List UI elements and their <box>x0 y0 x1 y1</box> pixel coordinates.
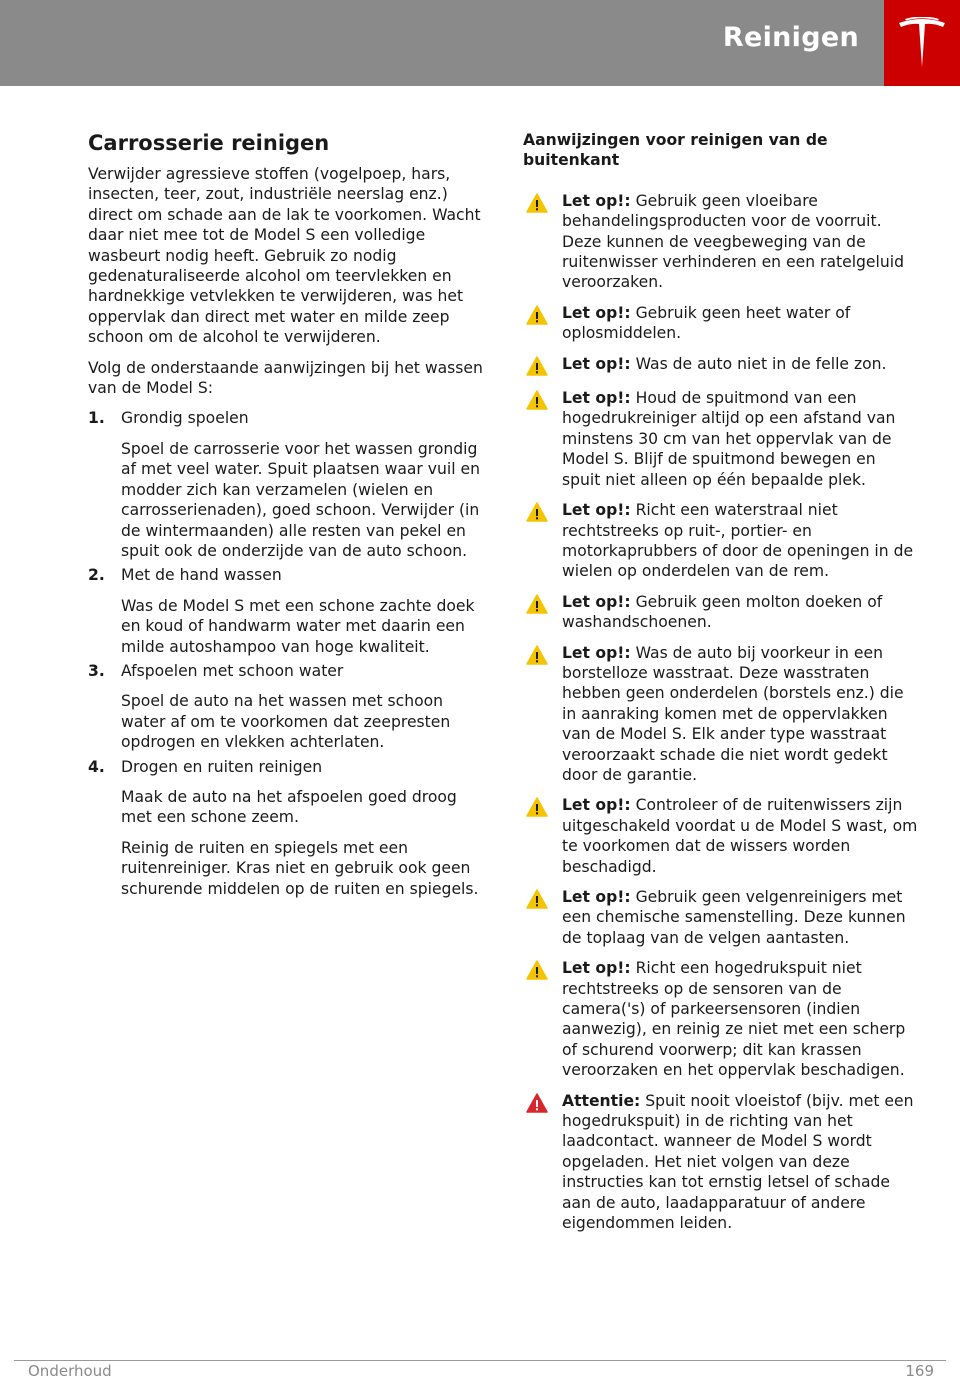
notice-label: Let op!: <box>562 303 631 322</box>
notice-label: Let op!: <box>562 354 631 373</box>
caution-triangle-icon <box>526 390 548 410</box>
footer-section: Onderhoud <box>28 1362 112 1380</box>
step-body: Maak de auto na het afspoelen goed droog met een schone zeem. <box>121 787 457 827</box>
notice-text <box>562 500 918 582</box>
notice-text <box>562 958 918 1080</box>
step-3 <box>88 661 483 753</box>
caution-notice <box>523 592 918 633</box>
notice-label: Let op!: <box>562 592 631 611</box>
step-number: 1. <box>88 409 105 428</box>
step-body: Spoel de auto na het wassen met schoon water af om te voorkomen dat zeepresten opdrogen en vlekken achterlaten. <box>121 692 451 752</box>
page-number: 169 <box>905 1362 934 1380</box>
caution-triangle-icon <box>526 645 548 665</box>
caution-notice <box>523 958 918 1080</box>
notice-label: Let op!: <box>562 888 631 906</box>
step-4 <box>88 757 483 899</box>
notice-label: Attentie: <box>562 1091 641 1110</box>
notice-label: Let op!: <box>562 389 631 408</box>
warning-notice <box>523 1091 918 1234</box>
intro-paragraph: Verwijder agressieve stoffen (vogelpoep, hars, insecten, teer, zout, industriële neerslag enz.) direct om schade aan de lak te voorkomen. Wacht daar niet mee tot de Model S een volledige wasbeurt nodig heeft. Gebruik zo nodig gedenaturaliseerde alcohol om teervlekken en hardnekkige vetvlekken te verwijderen, was het oppervlak dan direct met water en milde zeep schoon om de alcohol te verwijderen. <box>88 165 481 347</box>
caution-notice <box>523 303 918 344</box>
caution-triangle-icon <box>526 502 548 522</box>
notice-body: Gebruik geen vloeibare behandelingsproducten voor de voorruit. Deze kunnen de veegbeweging van de ruitenwisser verhinderen en een ratelgeluid veroorzaken. <box>562 191 904 292</box>
notice-text <box>562 354 918 374</box>
page-title: Reinigen <box>722 22 859 53</box>
notice-body: Richt een waterstraal niet rechtstreeks op ruit-, portier- en motorkaprubbers of door de openingen in de wielen op onderdelen van de rem. <box>562 501 914 581</box>
caution-notice <box>523 887 918 948</box>
caution-triangle-icon <box>526 797 548 817</box>
notice-body: Controleer of de ruitenwissers zijn uitgeschakeld voordat u de Model S wast, om te voorkomen dat de wissers worden beschadigd. <box>562 796 918 876</box>
right-column <box>523 130 918 1244</box>
notice-text <box>562 388 918 490</box>
notice-text <box>562 191 918 293</box>
caution-triangle-icon <box>526 594 548 614</box>
notice-text <box>562 1091 918 1234</box>
step-title: Grondig spoelen <box>121 409 249 428</box>
notice-list <box>523 191 918 1234</box>
step-number: 4. <box>88 757 105 776</box>
notice-text <box>562 592 918 633</box>
notice-text <box>562 795 918 877</box>
step-1 <box>88 408 483 561</box>
notice-text <box>562 887 918 948</box>
intro-paragraph-2: Volg de onderstaande aanwijzingen bij het wassen van de Model S: <box>88 358 483 398</box>
caution-triangle-icon <box>526 356 548 376</box>
left-column <box>88 128 483 903</box>
notice-label: Let op!: <box>562 959 631 978</box>
tesla-logo <box>884 0 960 86</box>
step-body-2: Reinig de ruiten en spiegels met een ruitenreiniger. Kras niet en gebruik ook geen schurende middelen op de ruiten en spiegels. <box>121 838 479 898</box>
caution-triangle-icon <box>526 889 548 909</box>
step-number: 2. <box>88 566 105 585</box>
notice-label: Let op!: <box>562 643 631 662</box>
notice-label: Let op!: <box>562 796 631 815</box>
footer-divider <box>14 1360 946 1361</box>
caution-notice <box>523 795 918 877</box>
step-title: Drogen en ruiten reinigen <box>121 757 323 776</box>
notice-text <box>562 643 918 786</box>
warning-triangle-icon <box>526 1093 548 1113</box>
notice-body: Houd de spuitmond van een hogedrukreiniger altijd op een afstand van minstens 30 cm van het oppervlak van de Model S. Blijf de spuitmond bewegen en spuit niet alleen op één bepaalde plek. <box>562 389 896 489</box>
tesla-logo-icon <box>897 17 947 69</box>
notice-body: Spuit nooit vloeistof (bijv. met een hogedrukspuit) in de richting van het laadcontact. wanneer de Model S wordt opgeladen. Het niet volgen van deze instructies kan tot ernstig letsel of schade aan de auto, laadapparatuur of andere eigendommen leiden. <box>562 1091 914 1233</box>
step-title: Met de hand wassen <box>121 566 282 585</box>
caution-notice <box>523 354 918 374</box>
notice-body: Gebruik geen velgenreinigers met een chemische samenstelling. Deze kunnen de toplaag van de velgen aantasten. <box>562 888 906 947</box>
notice-body: Richt een hogedrukspuit niet rechtstreeks op de sensoren van de camera('s) of parkeersensoren (indien aanwezig), en reinig ze niet met een scherp of schurend voorwerp; dit kan krassen veroorzaken en het oppervlak beschadigen. <box>562 959 906 1080</box>
notice-body: Was de auto bij voorkeur in een borstelloze wasstraat. Deze wasstraten hebben geen onderdelen (borstels enz.) die in aanraking komen met de oppervlakken van de Model S. Elk ander type wasstraat veroorzaakt schade die niet wordt gedekt door de garantie. <box>562 643 904 784</box>
step-body: Was de Model S met een schone zachte doek en koud of handwarm water met daarin een milde autoshampoo van hoge kwaliteit. <box>121 596 475 656</box>
step-title: Afspoelen met schoon water <box>121 661 344 680</box>
caution-notice <box>523 500 918 582</box>
step-number: 3. <box>88 661 105 680</box>
notice-body: Was de auto niet in de felle zon. <box>635 354 887 373</box>
caution-notice <box>523 191 918 293</box>
step-2 <box>88 565 483 657</box>
notice-text <box>562 303 918 344</box>
notice-body: Gebruik geen heet water of oplosmiddelen. <box>562 303 851 343</box>
caution-triangle-icon <box>526 193 548 213</box>
section-title-carrosserie: Carrosserie reinigen <box>88 131 330 155</box>
caution-triangle-icon <box>526 305 548 325</box>
caution-notice <box>523 643 918 786</box>
notice-label: Let op!: <box>562 501 631 520</box>
notice-label: Let op!: <box>562 191 631 210</box>
caution-notice <box>523 388 918 490</box>
step-body: Spoel de carrosserie voor het wassen grondig af met veel water. Spuit plaatsen waar vuil en modder zich kan verzamelen (wielen en carrosserienaden), goed schoon. Verwijder (in de wintermaanden) alle resten van pekel en spuit ook de onderzijde van de auto schoon. <box>121 439 481 560</box>
section-title-aanwijzingen: Aanwijzingen voor reinigen van de buitenkant <box>523 131 828 170</box>
notice-body: Gebruik geen molton doeken of washandschoenen. <box>562 592 883 632</box>
caution-triangle-icon <box>526 960 548 980</box>
